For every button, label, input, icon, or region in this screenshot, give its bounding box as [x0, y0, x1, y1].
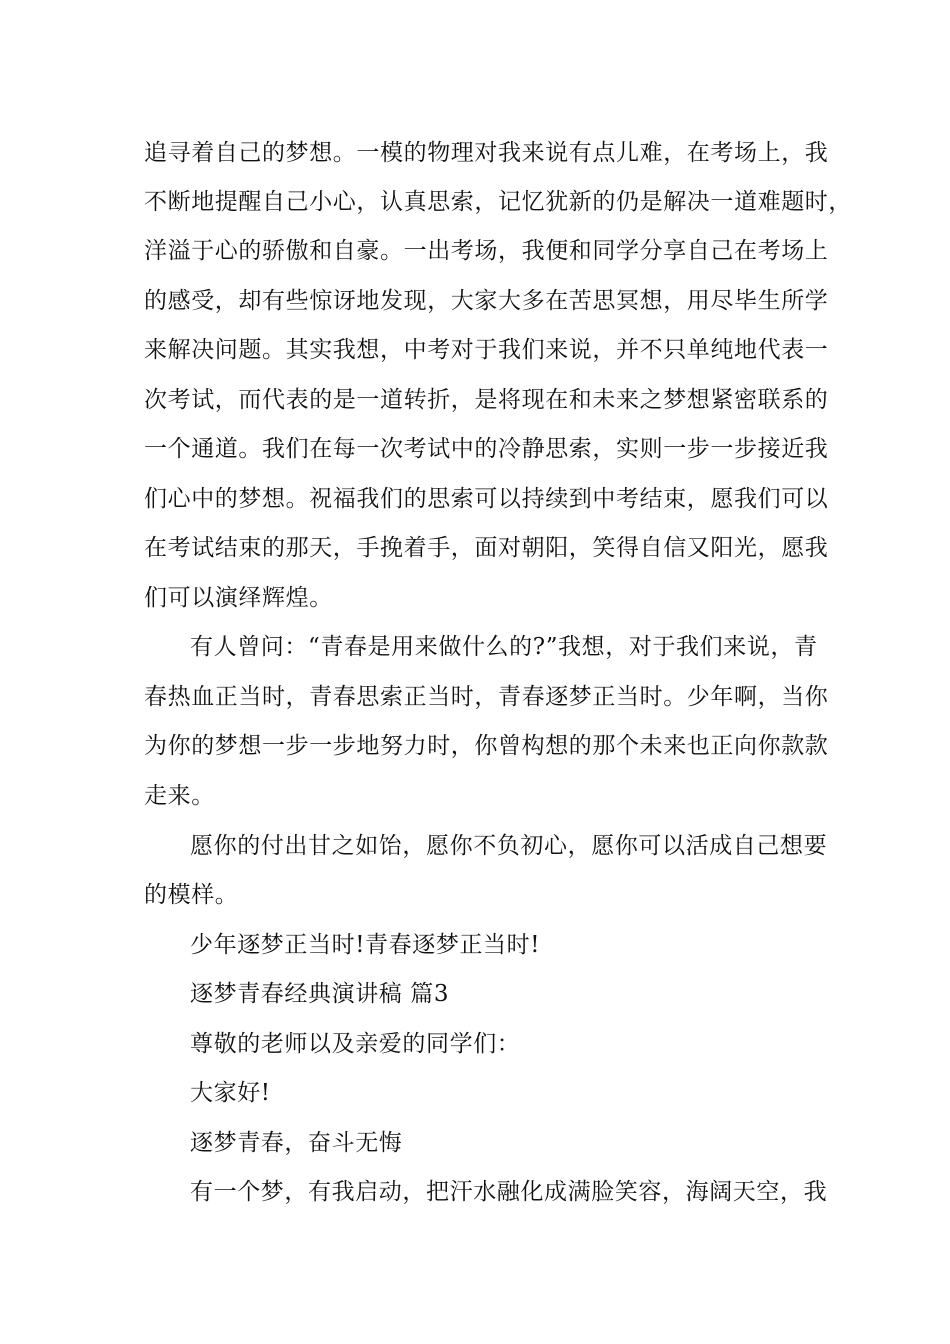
speech-title: 逐梦青春，奋斗无悔 — [190, 1130, 403, 1156]
paragraph-line-8: 们心中的梦想。祝福我们的思索可以持续到中考结束，愿我们可以 — [144, 486, 829, 512]
paragraph-line-10: 们可以演绎辉煌。 — [144, 585, 333, 611]
paragraph-line-3: 洋溢于心的骄傲和自豪。一出考场，我便和同学分享自己在考场上 — [144, 238, 829, 264]
paragraph-line-16: 的模样。 — [144, 882, 239, 908]
paragraph-line-14: 走来。 — [144, 783, 215, 809]
salutation-line: 尊敬的老师以及亲爱的同学们： — [190, 1031, 521, 1057]
paragraph-line-22: 有一个梦，有我启动，把汗水融化成满脸笑容，海阔天空，我 — [190, 1179, 828, 1205]
paragraph-line-9: 在考试结束的那天，手挽着手，面对朝阳，笑得自信又阳光，愿我 — [144, 535, 829, 561]
paragraph-line-2: 不断地提醒自己小心，认真思索，记忆犹新的仍是解决一道难题时， — [144, 189, 852, 215]
paragraph-line-5: 来解决问题。其实我想，中考对于我们来说，并不只单纯地代表一 — [144, 337, 829, 363]
paragraph-line-4: 的感受，却有些惊讶地发现，大家大多在苦思冥想，用尽毕生所学 — [144, 288, 829, 314]
section-heading: 逐梦青春经典演讲稿 篇3 — [190, 981, 450, 1007]
paragraph-line-7: 一个通道。我们在每一次考试中的冷静思索，实则一步一步接近我 — [144, 436, 829, 462]
greeting-line: 大家好! — [190, 1080, 271, 1106]
paragraph-line-15: 愿你的付出甘之如饴，愿你不负初心，愿你可以活成自己想要 — [190, 833, 828, 859]
paragraph-line-6: 次考试，而代表的是一道转折，是将现在和未来之梦想紧密联系的 — [144, 387, 829, 413]
paragraph-line-17: 少年逐梦正当时!青春逐梦正当时! — [190, 932, 541, 958]
paragraph-line-13: 为你的梦想一步一步地努力时，你曾构想的那个未来也正向你款款 — [144, 733, 829, 759]
paragraph-line-11: 有人曾问：“青春是用来做什么的?”我想，对于我们来说，青 — [190, 634, 818, 660]
paragraph-line-1: 追寻着自己的梦想。一模的物理对我来说有点儿难，在考场上，我 — [144, 140, 829, 166]
paragraph-line-12: 春热血正当时，青春思索正当时，青春逐梦正当时。少年啊，当你 — [144, 684, 829, 710]
